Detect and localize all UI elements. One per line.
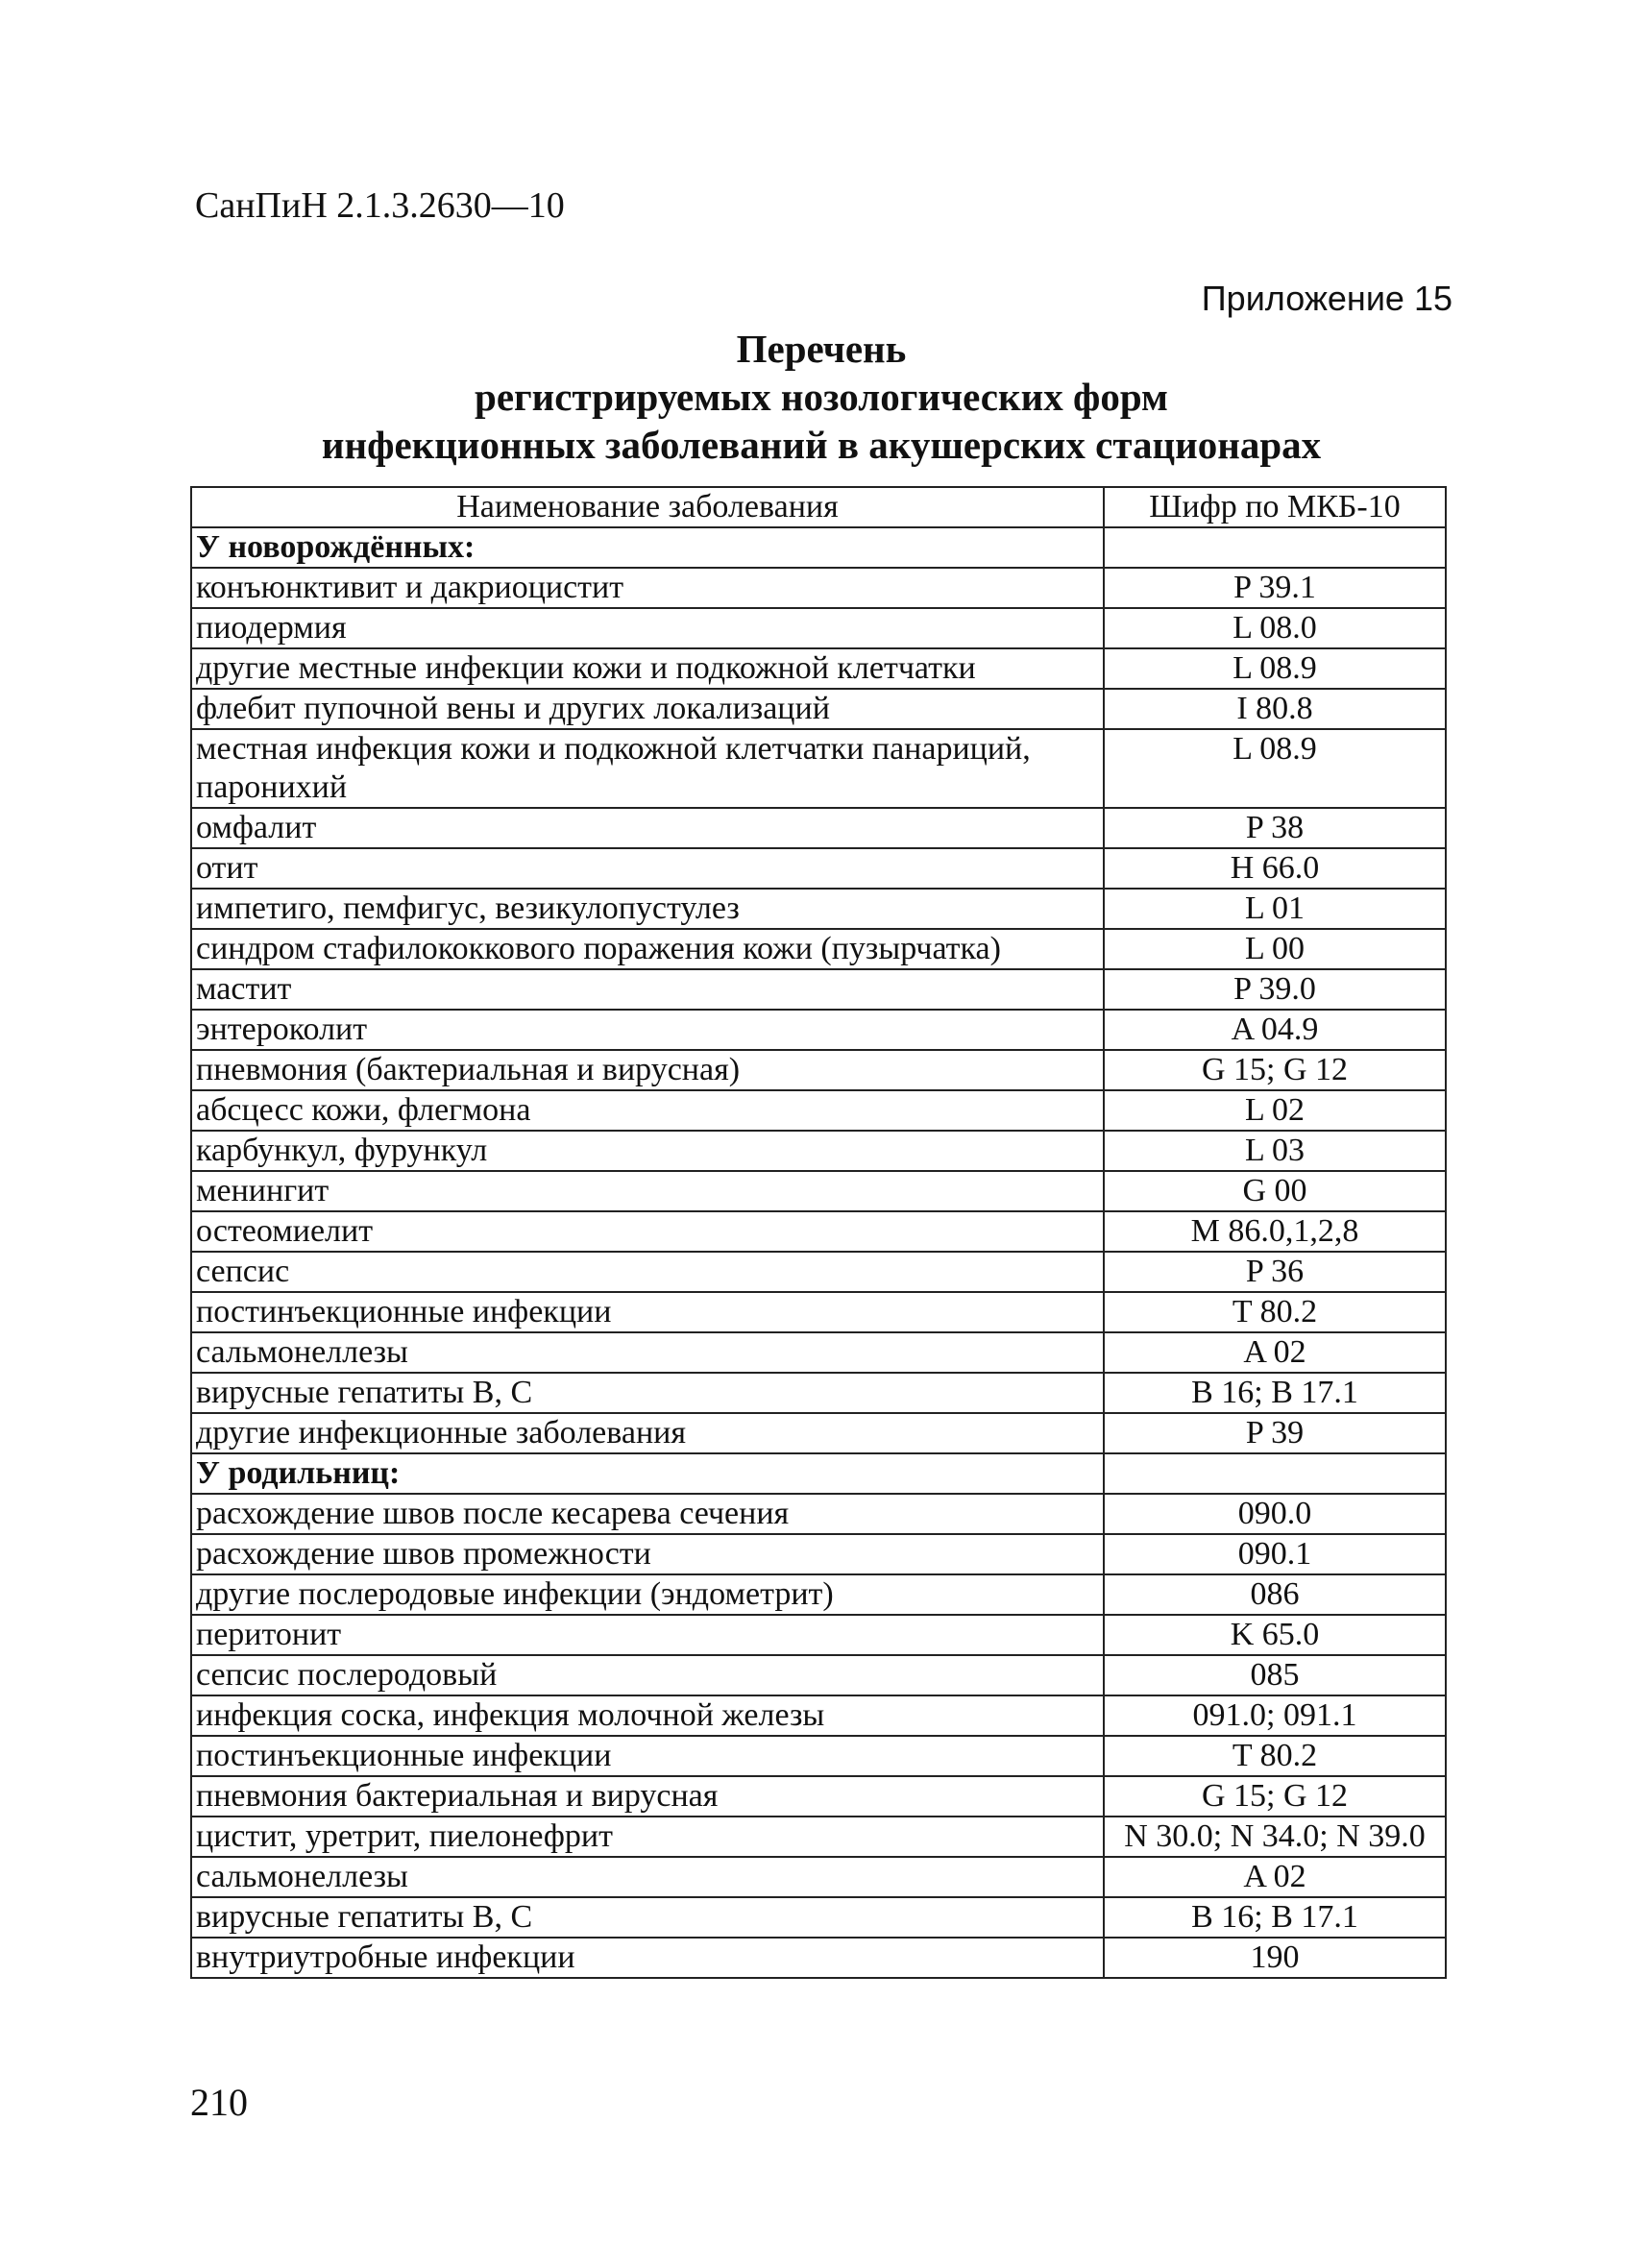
disease-name: другие послеродовые инфекции (эндометрит) — [191, 1574, 1104, 1615]
title-line: регистрируемых нозологических форм — [475, 375, 1168, 419]
column-header-code: Шифр по МКБ-10 — [1104, 487, 1446, 527]
disease-name: пиодермия — [191, 608, 1104, 648]
table-row — [191, 1211, 1446, 1252]
icd-code — [1104, 527, 1446, 568]
disease-name: мастит — [191, 969, 1104, 1010]
title-line: инфекционных заболеваний в акушерских стационарах — [321, 423, 1322, 467]
icd-code: A 04.9 — [1104, 1010, 1446, 1050]
table-row — [191, 568, 1446, 608]
section-title: У новорождённых: — [191, 527, 1104, 568]
table-row — [191, 1534, 1446, 1574]
disease-table — [190, 486, 1447, 1979]
icd-code: M 86.0,1,2,8 — [1104, 1211, 1446, 1252]
title-line: Перечень — [736, 327, 907, 371]
icd-code: 190 — [1104, 1938, 1446, 1978]
table-row — [191, 729, 1446, 808]
disease-name: энтероколит — [191, 1010, 1104, 1050]
document-code: СанПиН 2.1.3.2630—10 — [195, 185, 565, 226]
disease-name: абсцесс кожи, флегмона — [191, 1090, 1104, 1131]
table-row — [191, 1494, 1446, 1534]
table-row — [191, 969, 1446, 1010]
table-header-row — [191, 487, 1446, 527]
disease-name: другие местные инфекции кожи и подкожной клетчатки — [191, 648, 1104, 689]
disease-name: конъюнктивит и дакриоцистит — [191, 568, 1104, 608]
disease-name: постинъекционные инфекции — [191, 1292, 1104, 1332]
table-row — [191, 1010, 1446, 1050]
table-row — [191, 1171, 1446, 1211]
table-row — [191, 1736, 1446, 1776]
disease-name: синдром стафилококкового поражения кожи (пузырчатка) — [191, 929, 1104, 969]
icd-code: 091.0; 091.1 — [1104, 1695, 1446, 1736]
icd-code: 085 — [1104, 1655, 1446, 1695]
table-row — [191, 1090, 1446, 1131]
icd-code: 090.1 — [1104, 1534, 1446, 1574]
disease-name: вирусные гепатиты В, С — [191, 1373, 1104, 1413]
table-row — [191, 648, 1446, 689]
table-row — [191, 1373, 1446, 1413]
icd-code: P 39 — [1104, 1413, 1446, 1453]
disease-name: перитонит — [191, 1615, 1104, 1655]
icd-code: G 15; G 12 — [1104, 1776, 1446, 1817]
icd-code: L 02 — [1104, 1090, 1446, 1131]
table-row — [191, 1695, 1446, 1736]
table-row — [191, 1817, 1446, 1857]
disease-name: остеомиелит — [191, 1211, 1104, 1252]
icd-code: H 66.0 — [1104, 848, 1446, 889]
table-row — [191, 1574, 1446, 1615]
section-row — [191, 527, 1446, 568]
icd-code: P 38 — [1104, 808, 1446, 848]
icd-code: 086 — [1104, 1574, 1446, 1615]
icd-code: G 00 — [1104, 1171, 1446, 1211]
table-row — [191, 1131, 1446, 1171]
disease-name: расхождение швов промежности — [191, 1534, 1104, 1574]
icd-code: L 01 — [1104, 889, 1446, 929]
table-row — [191, 1413, 1446, 1453]
section-title: У родильниц: — [191, 1453, 1104, 1494]
icd-code: K 65.0 — [1104, 1615, 1446, 1655]
icd-code: L 08.9 — [1104, 729, 1446, 808]
icd-code: I 80.8 — [1104, 689, 1446, 729]
table-row — [191, 1615, 1446, 1655]
disease-name: менингит — [191, 1171, 1104, 1211]
disease-name: сальмонеллезы — [191, 1857, 1104, 1897]
disease-name: отит — [191, 848, 1104, 889]
table-row — [191, 1897, 1446, 1938]
icd-code: L 08.0 — [1104, 608, 1446, 648]
icd-code: B 16; B 17.1 — [1104, 1897, 1446, 1938]
disease-name: местная инфекция кожи и подкожной клетчатки панариций, паронихий — [191, 729, 1104, 808]
document-title — [192, 325, 1451, 469]
icd-code: P 36 — [1104, 1252, 1446, 1292]
icd-code: L 00 — [1104, 929, 1446, 969]
table-row — [191, 929, 1446, 969]
icd-code: L 08.9 — [1104, 648, 1446, 689]
disease-name: инфекция соска, инфекция молочной железы — [191, 1695, 1104, 1736]
disease-name: омфалит — [191, 808, 1104, 848]
disease-name: цистит, уретрит, пиелонефрит — [191, 1817, 1104, 1857]
icd-code: G 15; G 12 — [1104, 1050, 1446, 1090]
appendix-label: Приложение 15 — [1201, 279, 1452, 318]
table-row — [191, 848, 1446, 889]
table-row — [191, 689, 1446, 729]
disease-name: постинъекционные инфекции — [191, 1736, 1104, 1776]
table-row — [191, 889, 1446, 929]
icd-code: B 16; B 17.1 — [1104, 1373, 1446, 1413]
page-number: 210 — [190, 2081, 248, 2124]
table-row — [191, 1655, 1446, 1695]
table-row — [191, 808, 1446, 848]
column-header-name: Наименование заболевания — [191, 487, 1104, 527]
icd-code: L 03 — [1104, 1131, 1446, 1171]
table-row — [191, 1857, 1446, 1897]
table-row — [191, 1938, 1446, 1978]
table-body — [191, 527, 1446, 1978]
disease-name: вирусные гепатиты В, С — [191, 1897, 1104, 1938]
table-row — [191, 1252, 1446, 1292]
table-row — [191, 1292, 1446, 1332]
icd-code: 090.0 — [1104, 1494, 1446, 1534]
icd-code: T 80.2 — [1104, 1736, 1446, 1776]
disease-name: пневмония бактериальная и вирусная — [191, 1776, 1104, 1817]
disease-name: импетиго, пемфигус, везикулопустулез — [191, 889, 1104, 929]
disease-name: пневмония (бактериальная и вирусная) — [191, 1050, 1104, 1090]
icd-code — [1104, 1453, 1446, 1494]
disease-name: сепсис послеродовый — [191, 1655, 1104, 1695]
table-row — [191, 1050, 1446, 1090]
icd-code: A 02 — [1104, 1857, 1446, 1897]
disease-name: расхождение швов после кесарева сечения — [191, 1494, 1104, 1534]
icd-code: P 39.0 — [1104, 969, 1446, 1010]
icd-code: N 30.0; N 34.0; N 39.0 — [1104, 1817, 1446, 1857]
section-row — [191, 1453, 1446, 1494]
table-row — [191, 1332, 1446, 1373]
table-row — [191, 608, 1446, 648]
icd-code: T 80.2 — [1104, 1292, 1446, 1332]
disease-name: карбункул, фурункул — [191, 1131, 1104, 1171]
disease-name: флебит пупочной вены и других локализаций — [191, 689, 1104, 729]
table-row — [191, 1776, 1446, 1817]
disease-name: сепсис — [191, 1252, 1104, 1292]
icd-code: P 39.1 — [1104, 568, 1446, 608]
icd-code: A 02 — [1104, 1332, 1446, 1373]
disease-name: сальмонеллезы — [191, 1332, 1104, 1373]
disease-name: другие инфекционные заболевания — [191, 1413, 1104, 1453]
disease-name: внутриутробные инфекции — [191, 1938, 1104, 1978]
